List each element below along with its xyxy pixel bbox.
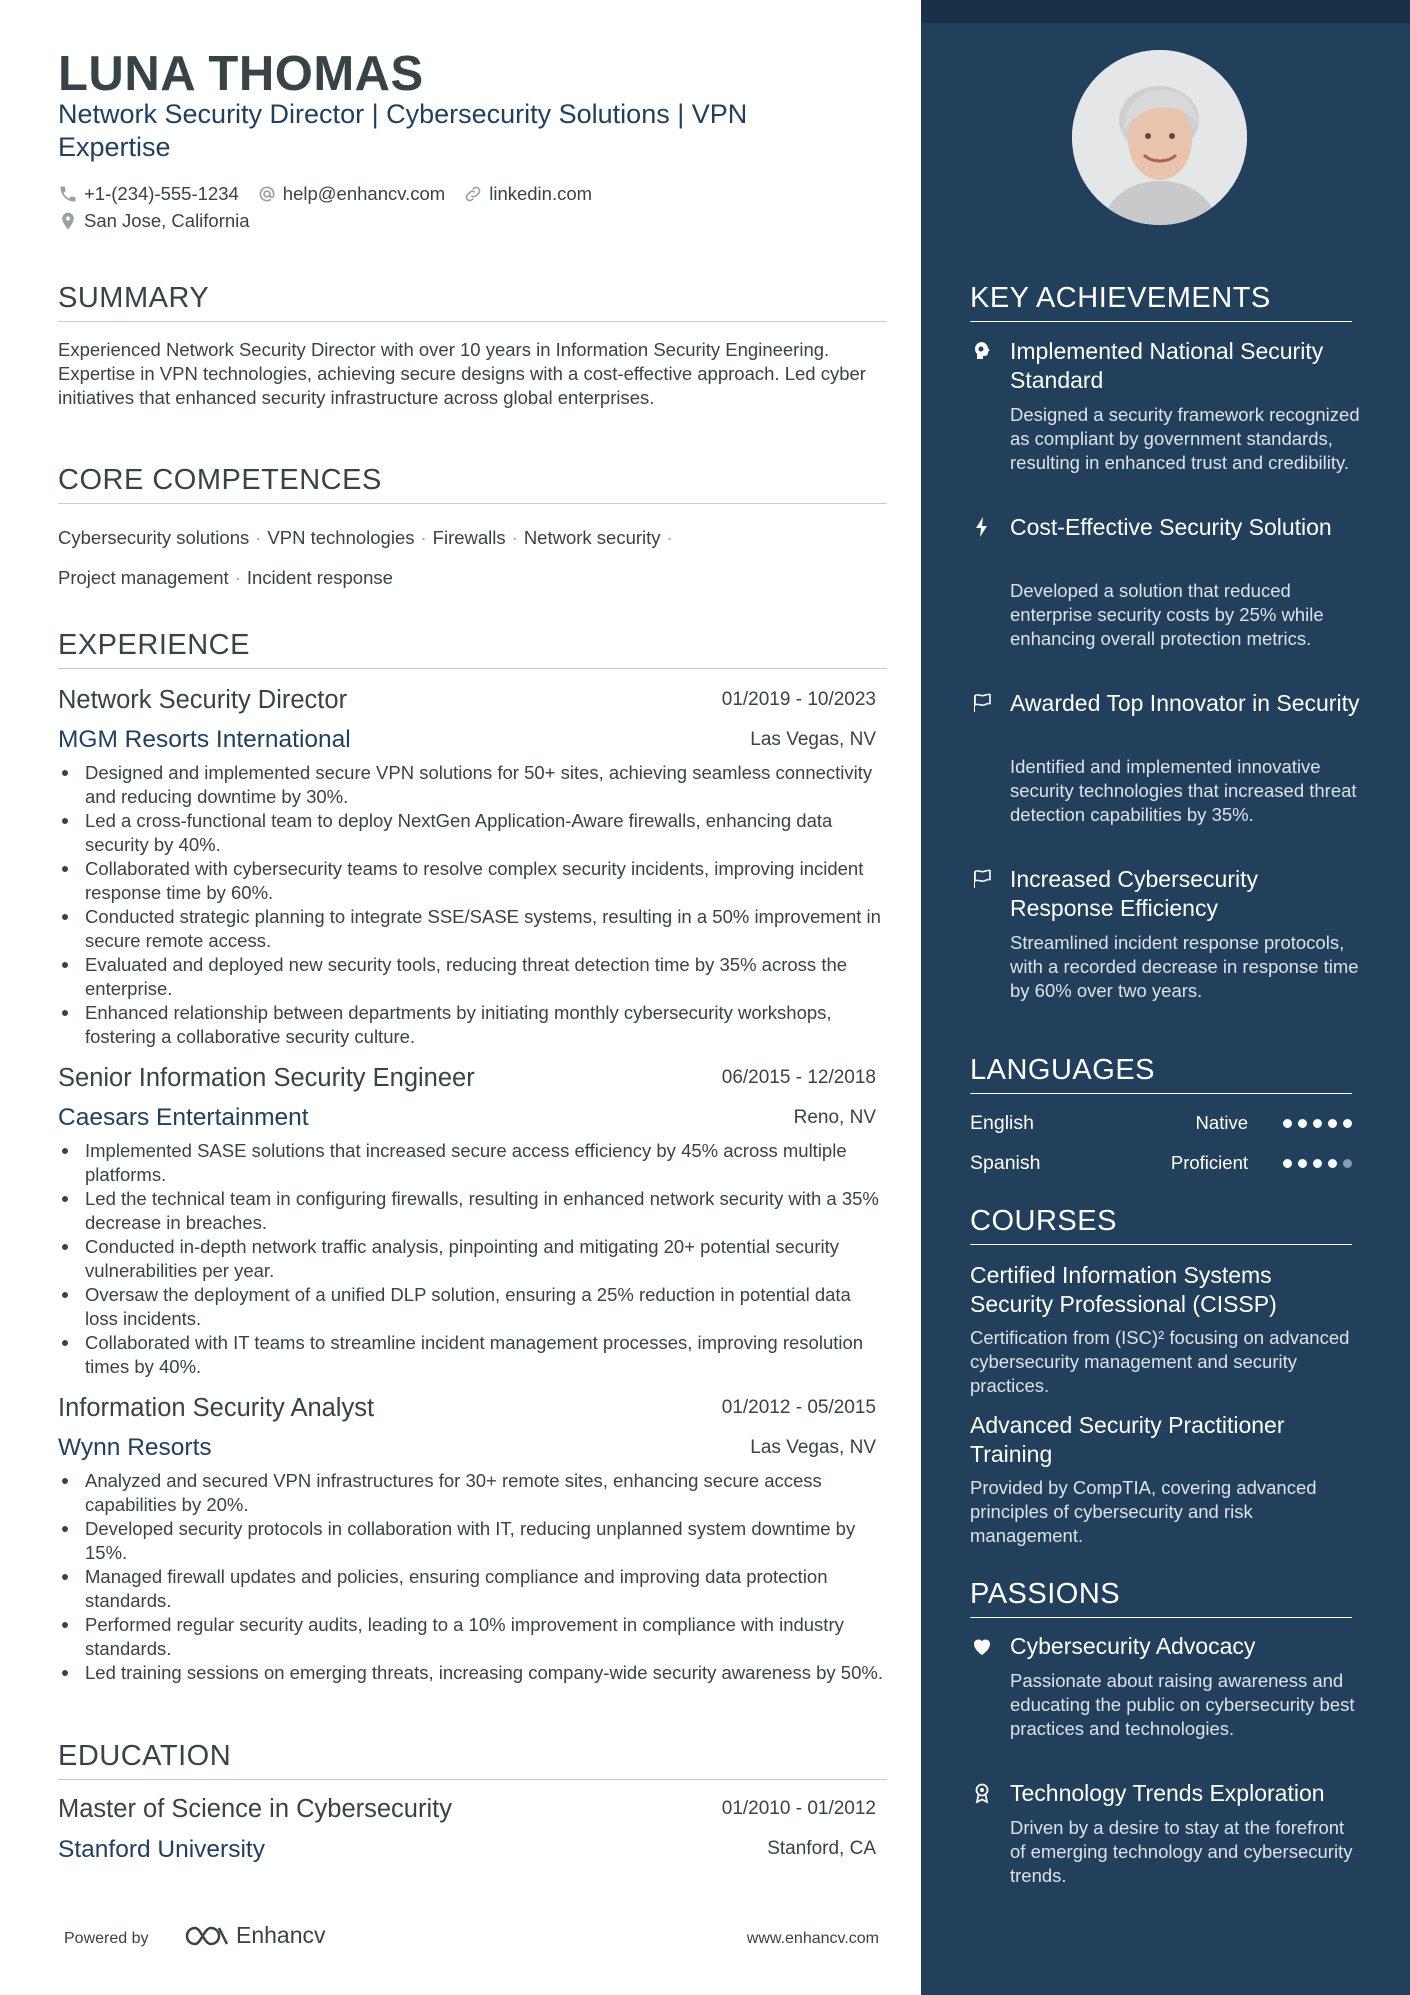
competences-heading: CORE COMPETENCES: [58, 463, 887, 504]
flag-icon: [970, 691, 994, 715]
rating-dot: [1343, 1159, 1352, 1168]
list-item: Managed firewall updates and policies, ensuring compliance and improving data protection standards.: [58, 1565, 887, 1613]
language-level: Native: [1195, 1112, 1248, 1133]
list-item: Implemented SASE solutions that increased secure access efficiency by 45% across multiple platforms.: [58, 1139, 887, 1187]
phone-contact[interactable]: [58, 180, 239, 207]
job-location: Las Vegas, NV: [750, 1437, 876, 1458]
passion-description: Passionate about raising awareness and educating the public on cybersecurity best practices and technologies.: [1010, 1670, 1355, 1739]
passion-title: Technology Trends Exploration: [1010, 1780, 1325, 1806]
rating-dot: [1328, 1159, 1337, 1168]
phone-icon: [58, 184, 78, 204]
course-description: Certification from (ISC)² focusing on advanced cybersecurity management and security practices.: [970, 1327, 1350, 1396]
list-item: Enhanced relationship between departments by initiating monthly cybersecurity workshops, fostering a collaborative security culture.: [58, 1001, 887, 1049]
brain-icon: [970, 339, 994, 363]
language-name: English: [970, 1112, 1034, 1134]
achievement-description: Developed a solution that reduced enterprise security costs by 25% while enhancing overall protection metrics.: [1010, 580, 1324, 649]
school-location: Stanford, CA: [767, 1838, 876, 1859]
passion-title: Cybersecurity Advocacy: [1010, 1633, 1256, 1659]
contact-info: [58, 180, 592, 234]
list-item: Led the technical team in configuring firewalls, resulting in enhanced network security with a 35% decrease in breaches.: [58, 1187, 887, 1235]
achievement-title: Cost-Effective Security Solution: [1010, 514, 1332, 540]
list-item: Evaluated and deployed new security tools, reducing threat detection time by 35% across the enterprise.: [58, 953, 887, 1001]
skill-tag: Incident response: [246, 567, 393, 588]
candidate-title: Network Security Director | Cybersecurity Solutions | VPN Expertise: [58, 99, 748, 162]
rating-dot: [1283, 1159, 1292, 1168]
flag-icon: [970, 867, 994, 891]
list-item: Oversaw the deployment of a unified DLP solution, ensuring a 25% reduction in potential data loss incidents.: [58, 1283, 887, 1331]
bolt-icon: [970, 515, 994, 539]
skill-tag: Project management: [58, 567, 229, 588]
rating-dot: [1328, 1119, 1337, 1128]
list-item: Collaborated with IT teams to streamline incident management processes, improving resolution times by 40%.: [58, 1331, 887, 1379]
job-bullets: [58, 1469, 887, 1685]
job-company: Caesars Entertainment: [58, 1104, 309, 1131]
location-contact: [58, 207, 250, 234]
course-description: Provided by CompTIA, covering advanced principles of cybersecurity and risk management.: [970, 1477, 1317, 1546]
job-dates: 01/2012 - 05/2015: [721, 1397, 876, 1418]
achievement-title: Awarded Top Innovator in Security: [1010, 690, 1360, 716]
linkedin-contact[interactable]: [463, 180, 592, 207]
job-dates: 01/2019 - 10/2023: [721, 689, 876, 710]
email-text: help@enhancv.com: [282, 183, 446, 204]
achievement-description: Streamlined incident response protocols, with a recorded decrease in response time by 60% over two years.: [1010, 932, 1359, 1001]
sidebar-top-bar: [921, 0, 1410, 23]
summary-text: Experienced Network Security Director with over 10 years in Information Security Engineering. Expertise in VPN technologies, achieving secure designs with a cost-effective approach. Led cyber initiatives that enhanced security infrastructure across global enterprises.: [58, 339, 866, 408]
education-heading: EDUCATION: [58, 1739, 887, 1780]
achievement-title: Increased Cybersecurity Response Efficiency: [1010, 866, 1258, 921]
courses-heading: COURSES: [970, 1204, 1352, 1245]
phone-text: +1-(234)-555-1234: [84, 183, 239, 204]
location-pin-icon: [58, 211, 78, 231]
job-company: Wynn Resorts: [58, 1434, 212, 1461]
list-item: Led a cross-functional team to deploy NextGen Application-Aware firewalls, enhancing data security by 40%.: [58, 809, 887, 857]
enhancv-logo[interactable]: [184, 1922, 326, 1949]
experience-heading: EXPERIENCE: [58, 628, 887, 669]
summary-heading: SUMMARY: [58, 281, 887, 322]
powered-by-label: Powered by: [64, 1930, 149, 1947]
linkedin-text: linkedin.com: [489, 183, 593, 204]
rating-dot: [1313, 1159, 1322, 1168]
job-title: Information Security Analyst: [58, 1394, 375, 1422]
achievement-description: Identified and implemented innovative security technologies that increased threat detection capabilities by 35%.: [1010, 756, 1357, 825]
enhancv-logo-icon: [184, 1923, 230, 1949]
passion-description: Driven by a desire to stay at the forefront of emerging technology and cybersecurity trends.: [1010, 1817, 1353, 1886]
award-icon: [970, 1781, 994, 1805]
passions-heading: PASSIONS: [970, 1577, 1352, 1618]
list-item: Conducted strategic planning to integrate SSE/SASE systems, resulting in a 50% improvement in secure remote access.: [58, 905, 887, 953]
course-title: Advanced Security Practitioner Training: [970, 1412, 1285, 1467]
rating-dot: [1313, 1119, 1322, 1128]
languages-heading: LANGUAGES: [970, 1053, 1352, 1094]
footer-url[interactable]: www.enhancv.com: [746, 1930, 879, 1947]
competences-list: Cybersecurity solutions · VPN technologies · Firewalls · Network security · Project management · Incident response: [58, 527, 673, 588]
enhancv-brand: Enhancv: [236, 1922, 326, 1948]
list-item: Performed regular security audits, leading to a 10% improvement in compliance with industry standards.: [58, 1613, 887, 1661]
list-item: Developed security protocols in collaboration with IT, reducing unplanned system downtime by 15%.: [58, 1517, 887, 1565]
achievements-heading: KEY ACHIEVEMENTS: [970, 281, 1352, 322]
job-dates: 06/2015 - 12/2018: [721, 1067, 876, 1088]
rating-dot: [1343, 1119, 1352, 1128]
language-rating: [1283, 1119, 1352, 1128]
avatar: [1072, 50, 1247, 225]
school-name: Stanford University: [58, 1836, 265, 1863]
degree-title: Master of Science in Cybersecurity: [58, 1795, 452, 1823]
location-text: San Jose, California: [84, 210, 250, 231]
candidate-name: LUNA THOMAS: [58, 47, 424, 101]
job-location: Las Vegas, NV: [750, 729, 876, 750]
rating-dot: [1298, 1119, 1307, 1128]
job-title: Network Security Director: [58, 686, 348, 714]
job-bullets: [58, 761, 887, 1049]
skill-tag: Cybersecurity solutions: [58, 527, 250, 548]
job-title: Senior Information Security Engineer: [58, 1064, 475, 1092]
list-item: Collaborated with cybersecurity teams to resolve complex security incidents, improving incident response time by 60%.: [58, 857, 887, 905]
rating-dot: [1283, 1119, 1292, 1128]
language-level: Proficient: [1170, 1152, 1248, 1173]
education-dates: 01/2010 - 01/2012: [721, 1798, 876, 1819]
list-item: Led training sessions on emerging threats, increasing company-wide security awareness by 50%.: [58, 1661, 887, 1685]
job-company: MGM Resorts International: [58, 726, 351, 753]
link-icon: [463, 184, 483, 204]
skill-tag: VPN technologies: [267, 527, 415, 548]
job-bullets: [58, 1139, 887, 1379]
language-name: Spanish: [970, 1152, 1041, 1174]
heart-icon: [970, 1634, 994, 1658]
rating-dot: [1298, 1159, 1307, 1168]
achievement-description: Designed a security framework recognized as compliant by government standards, resulting in enhanced trust and credibility.: [1010, 404, 1360, 473]
list-item: Conducted in-depth network traffic analysis, pinpointing and mitigating 20+ potential security vulnerabilities per year.: [58, 1235, 887, 1283]
at-icon: [257, 184, 277, 204]
list-item: Designed and implemented secure VPN solutions for 50+ sites, achieving seamless connectivity and reducing downtime by 30%.: [58, 761, 887, 809]
email-contact[interactable]: [257, 180, 445, 207]
skill-tag: Network security: [523, 527, 661, 548]
course-title: Certified Information Systems Security Professional (CISSP): [970, 1262, 1277, 1317]
list-item: Analyzed and secured VPN infrastructures for 30+ remote sites, enhancing secure access capabilities by 20%.: [58, 1469, 887, 1517]
language-rating: [1283, 1159, 1352, 1168]
skill-tag: Firewalls: [432, 527, 506, 548]
job-location: Reno, NV: [793, 1107, 876, 1128]
avatar-photo-icon: [1072, 50, 1247, 225]
achievement-title: Implemented National Security Standard: [1010, 338, 1324, 393]
